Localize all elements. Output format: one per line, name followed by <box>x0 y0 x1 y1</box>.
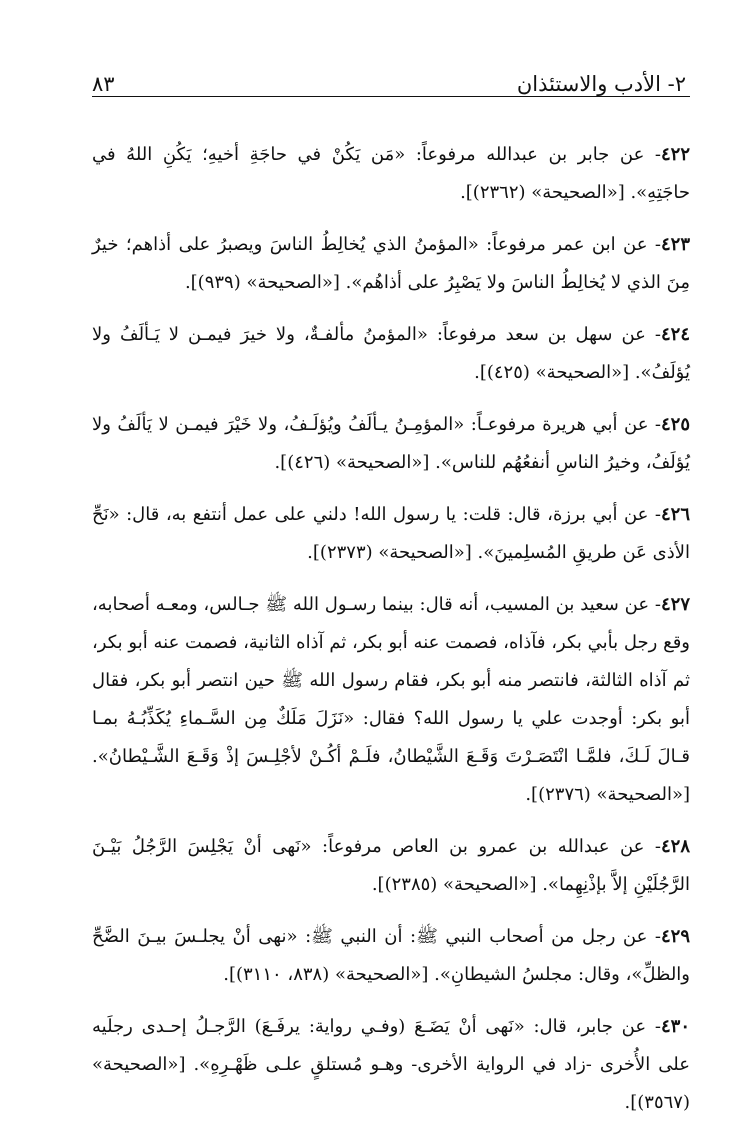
page-header <box>92 58 686 96</box>
hadith-text: - عن جابر، قال: «نَهى أنْ يَضَـعَ (وفـي رواية: يرفَـعَ) الرَّجـلُ إحـدى رجلَيه على الأُخرى -زاد في الرواية الأخرى- وهـو مُستلقٍ علـى ظَهْـرِهِ». [«الصحيحة» (٣٥٦٧)]. <box>92 1016 690 1113</box>
page-number: ٨٣ <box>92 72 115 96</box>
hadith-text: - عن رجل من أصحاب النبي ﷺ: أن النبي ﷺ: «نهى أنْ يجلـسَ بيـنَ الضَّحِّ والظلِّ»، وقال: مجلسُ الشيطانِ». [«الصحيحة» (٨٣٨، ٣١١٠)]. <box>92 926 690 985</box>
hadith-number: ٤٢٦ <box>660 504 690 525</box>
hadith-430 <box>92 1008 690 1122</box>
hadith-number: ٤٢٤ <box>660 324 690 345</box>
hadith-number: ٤٢٥ <box>660 414 690 435</box>
hadith-text: - عن عبدالله بن عمرو بن العاص مرفوعاً: «نَهى أنْ يَجْلِسَ الرَّجُلُ بَيْـنَ الرَّجُلَيْنِ إلاَّ بإذْنِهِما». [«الصحيحة» (٢٣٨٥)]. <box>92 836 690 895</box>
hadith-text: - عن سهل بن سعد مرفوعاً: «المؤمنُ مألفـةٌ، ولا خيرَ فيمـن لا يَـألَفُ ولا يُؤلَفُ». [«الصحيحة» (٤٢٥)]. <box>92 324 690 383</box>
hadith-number: ٤٢٢ <box>660 144 690 165</box>
hadith-424 <box>92 316 690 392</box>
hadith-number: ٤٢٨ <box>660 836 690 857</box>
hadith-number: ٤٢٧ <box>660 594 690 615</box>
hadith-426 <box>92 496 690 572</box>
hadith-text: - عن أبي برزة، قال: قلت: يا رسول الله! دلني على عمل أنتفع به، قال: «نَحِّ الأذى عَن طريقِ المُسلِمينَ». [«الصحيحة» (٢٣٧٣)]. <box>92 504 690 563</box>
hadith-425 <box>92 406 690 482</box>
hadith-text: - عن جابر بن عبدالله مرفوعاً: «مَن يَكُنْ في حاجَةِ أخيهِ؛ يَكُنِ اللهُ في حاجَتِهِ». [«الصحيحة» (٢٣٦٢)]. <box>92 144 690 203</box>
hadith-text: - عن أبي هريرة مرفوعـاً: «المؤمِـنُ يـألَفُ ويُؤلَـفُ، ولا خَيْرَ فيمـن لا يَألَفُ ولا يُؤلَفُ، وخيرُ الناسِ أنفعُهُم للناس». [«الصحيحة» (٤٢٦)]. <box>92 414 690 473</box>
hadith-text: - عن سعيد بن المسيب، أنه قال: بينما رسـول الله ﷺ جـالس، ومعـه أصحابه، وقع رجل بأبي بكر، فآذاه، فصمت عنه أبو بكر، ثم آذاه الثانية، فصمت عنه أبو بكر، ثم آذاه الثالثة، فانتصر منه أبو بكر، فقام رسول الله ﷺ حين انتصر أبو بكر، فقال أبو بكر: أوجدت علي يا رسول الله؟ فقال: «نَزَلَ مَلَكٌ مِن السَّـماءِ يُكَذِّبُـهُ بمـا قـالَ لَـكَ، فلمَّـا انْتَصَـرْتَ وَقَـعَ الشَّيْطانُ، فلَـمْ أكُـنْ لأجْلِـسَ إذْ وَقَـعَ الشَّـيْطانُ». [«الصحيحة» (٢٣٧٦)]. <box>92 594 690 805</box>
hadith-number: ٤٢٩ <box>660 926 690 947</box>
hadith-428 <box>92 828 690 904</box>
hadith-list <box>92 136 690 1136</box>
header-divider <box>92 96 690 97</box>
hadith-number: ٤٣٠ <box>660 1016 690 1037</box>
hadith-text: - عن ابن عمر مرفوعاً: «المؤمنُ الذي يُخالِطُ الناسَ ويصبرُ على أذاهم؛ خيرٌ مِنَ الذي لا يُخالِطُ الناسَ ولا يَصْبِرُ على أذاهُم». [«الصحيحة» (٩٣٩)]. <box>92 234 690 293</box>
hadith-number: ٤٢٣ <box>660 234 690 255</box>
hadith-422 <box>92 136 690 212</box>
hadith-427 <box>92 586 690 814</box>
hadith-429 <box>92 918 690 994</box>
chapter-title: ٢- الأدب والاستئذان <box>516 72 686 96</box>
hadith-423 <box>92 226 690 302</box>
